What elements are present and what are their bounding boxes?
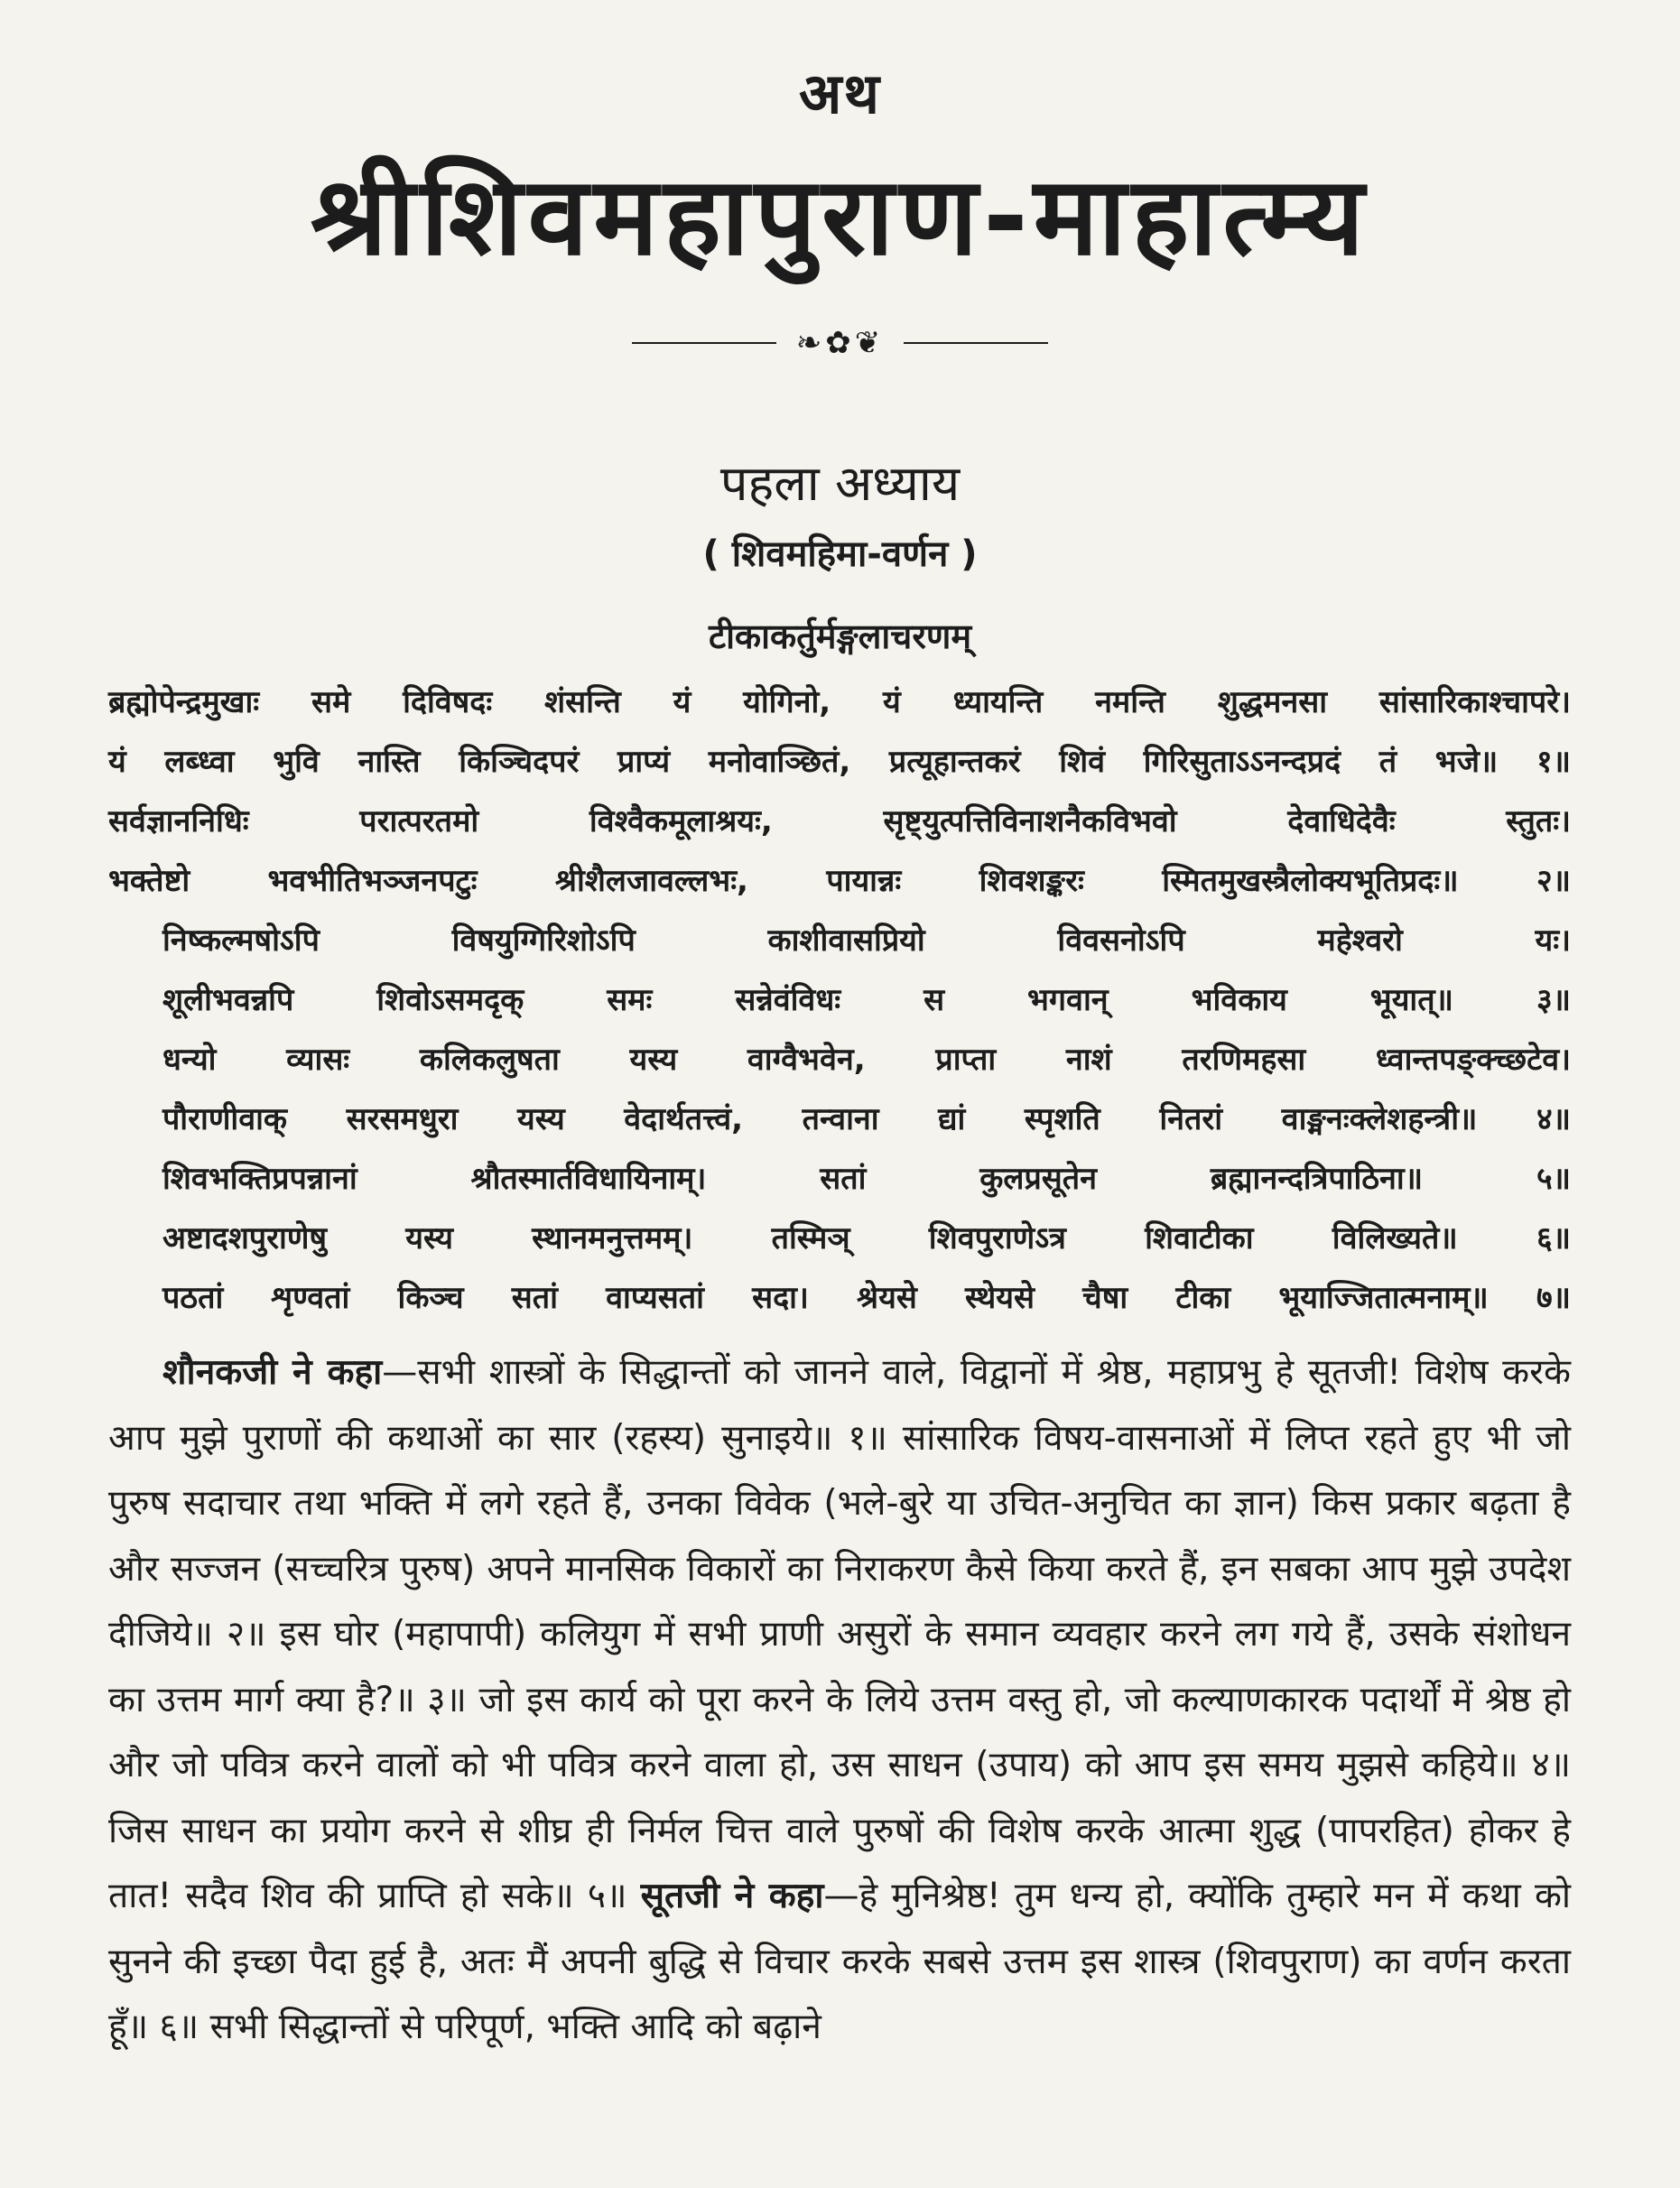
ornament-flourish-icon: ❧✿❦: [795, 325, 885, 361]
verse-line: ब्रह्मोपेन्द्रमुखाः समे दिविषदः शंसन्ति यं योगिनो, यं ध्यायन्ति नमन्ति शुद्धमनसा सांसारिकाश्चापरे।: [108, 684, 1571, 720]
verse-line: सर्वज्ञाननिधिः परात्परतमो विश्वैकमूलाश्रयः, सृष्ट्युत्पत्तिविनाशनैकविभवो देवाधिदेवैः स्तुतः।: [108, 803, 1571, 839]
prose-paragraph: [108, 1340, 1571, 2061]
verse-line: यं लब्ध्वा भुवि नास्ति किञ्चिदपरं प्राप्यं मनोवाञ्छितं, प्रत्यूहान्तकरं शिवं गिरिसुताऽऽनन्दप्रदं तं भजे॥ १॥: [108, 744, 1571, 780]
ornament-line-right: [904, 342, 1048, 344]
verse-line: धन्यो व्यासः कलिकलुषता यस्य वाग्वैभवेन, प्राप्ता नाशं तरणिमहसा ध्वान्तपङ्क्च्छटेव।: [162, 1042, 1571, 1078]
prose-segment-2: —हे मुनिश्रेष्ठ! तुम धन्य हो, क्योंकि तुम्हारे मन में कथा को सुनने की इच्छा पैदा हुई है, अतः मैं अपनी बुद्धि से विचार करके सबसे उत्तम इस शास्त्र (शिवपुराण) का वर्णन करता हूँ॥ ६॥ सभी सिद्धान्तों से परिपूर्ण, भक्ति आदि को बढ़ाने: [108, 1876, 1572, 2047]
verse-line: पौराणीवाक् सरसमधुरा यस्य वेदार्थतत्त्वं, तन्वाना द्यां स्पृशति नितरां वाङ्मनःक्लेशहन्त्री॥ ४॥: [162, 1101, 1571, 1137]
title-ornament: [0, 325, 1680, 361]
verse-line: शूलीभवन्नपि शिवोऽसमदृक् समः सन्नेवंविधः स भगवान् भविकाय भूयात्॥ ३॥: [162, 982, 1571, 1018]
verse-block: [108, 672, 1571, 1328]
invocation-heading: टीकाकर्तुर्मङ्गलाचरणम्: [708, 617, 972, 656]
prose-text: [108, 1340, 1571, 2061]
page-title: श्रीशिवमहापुराण-माहात्म्य: [310, 154, 1370, 280]
speaker-shaunak: शौनकजी ने कहा: [162, 1352, 383, 1393]
verse-line: भक्तेष्टो भवभीतिभञ्जनपटुः श्रीशैलजावल्लभः, पायान्नः शिवशङ्करः स्मितमुखस्त्रैलोक्यभूतिप्रदः॥ २॥: [108, 863, 1571, 899]
chapter-title: पहला अध्याय: [719, 455, 961, 512]
speaker-suta: सूतजी ने कहा: [640, 1876, 824, 1916]
verse-line: अष्टादशपुराणेषु यस्य स्थानमनुत्तमम्। तस्मिञ् शिवपुराणेऽत्र शिवाटीका विलिख्यते॥ ६॥: [162, 1220, 1571, 1256]
verse-line: निष्कल्मषोऽपि विषयुग्गिरिशोऽपि काशीवासप्रियो विवसनोऽपि महेश्वरो यः।: [162, 922, 1571, 959]
chapter-subtitle: ( शिवमहिमा-वर्णन ): [702, 533, 978, 575]
verse-line: पठतां शृण्वतां किञ्च सतां वाप्यसतां सदा। श्रेयसे स्थेयसे चैषा टीका भूयाज्जितात्मनाम्॥ ७॥: [162, 1280, 1571, 1316]
ornament-line-left: [632, 342, 776, 344]
verse-line: शिवभक्तिप्रपन्नानां श्रौतस्मार्तविधायिनाम्। सतां कुलप्रसूतेन ब्रह्मानन्दत्रिपाठिना॥ ५॥: [162, 1161, 1571, 1197]
ath-heading: अथ: [799, 60, 881, 126]
prose-segment-1: —सभी शास्त्रों के सिद्धान्तों को जानने वाले, विद्वानों में श्रेष्ठ, महाप्रभु हे सूतजी! विशेष करके आप मुझे पुराणों की कथाओं का सार (रहस्य) सुनाइये॥ १॥ सांसारिक विषय-वासनाओं में लिप्त रहते हुए भी जो पुरुष सदाचार तथा भक्ति में लगे रहते हैं, उनका विवेक (भले-बुरे या उचित-अनुचित का ज्ञान) किस प्रकार बढ़ता है और सज्जन (सच्चरित्र पुरुष) अपने मानसिक विकारों का निराकरण कैसे किया करते हैं, इन सबका आप मुझे उपदेश दीजिये॥ २॥ इस घोर (महापापी) कलियुग में सभी प्राणी असुरों के समान व्यवहार करने लग गये हैं, उसके संशोधन का उत्तम मार्ग क्या है?॥ ३॥ जो इस कार्य को पूरा करने के लिये उत्तम वस्तु हो, जो कल्याणकारक पदार्थों में श्रेष्ठ हो और जो पवित्र करने वालों को भी पवित्र करने वाला हो, उस साधन (उपाय) को आप इस समय मुझसे कहिये॥ ४॥ जिस साधन का प्रयोग करने से शीघ्र ही निर्मल चित्त वाले पुरुषों की विशेष करके आत्मा शुद्ध (पापरहित) होकर हे तात! सदैव शिव की प्राप्ति हो सके॥ ५॥: [108, 1352, 1571, 1916]
